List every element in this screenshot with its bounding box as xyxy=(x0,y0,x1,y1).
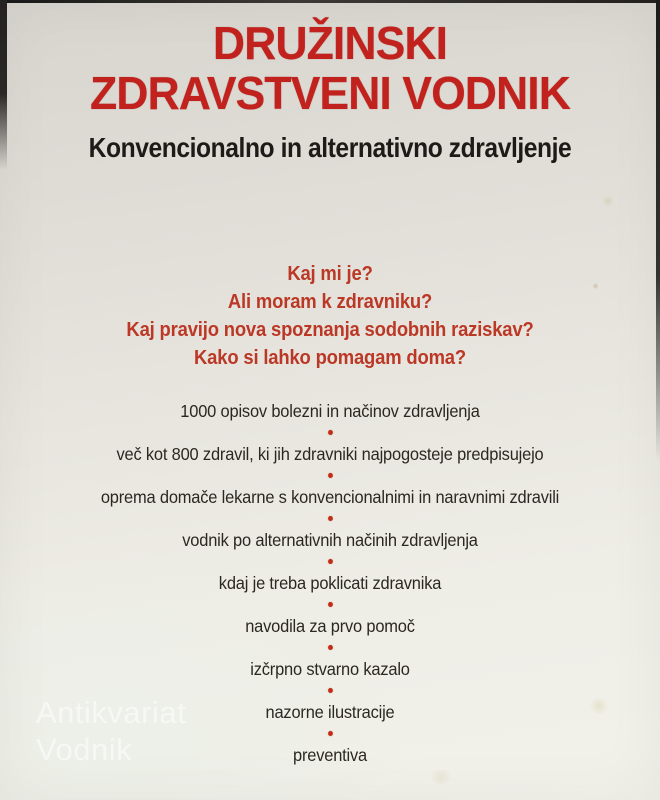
bullet-dot-icon xyxy=(328,688,333,693)
bullet-dot-icon xyxy=(328,430,333,435)
bullet-dot-icon xyxy=(328,473,333,478)
page-title xyxy=(10,18,650,118)
title-line-2: ZDRAVSTVENI VODNIK xyxy=(89,67,570,119)
title-line-1: DRUŽINSKI xyxy=(212,17,448,69)
feature-item: vodnik po alternativnih načinih zdravljenja xyxy=(182,530,478,550)
paper-stain xyxy=(601,196,615,206)
feature-item: navodila za prvo pomoč xyxy=(245,616,415,636)
bullet-dot-icon xyxy=(328,602,333,607)
photo-edge-left xyxy=(0,0,7,170)
subtitle: Konvencionalno in alternativno zdravljenje xyxy=(88,132,572,163)
bullet-dot-icon xyxy=(328,731,333,736)
questions-block xyxy=(33,260,627,372)
feature-item: oprema domače lekarne s konvencionalnimi in naravnimi zdravili xyxy=(100,487,560,507)
question-line: Ali moram k zdravniku? xyxy=(227,290,433,313)
question-line: Kako si lahko pomagam doma? xyxy=(194,346,466,369)
watermark-line-2: Vodnik xyxy=(36,732,133,767)
feature-item: več kot 800 zdravil, ki jih zdravniki najpogosteje predpisujejo xyxy=(116,444,544,464)
feature-item: preventiva xyxy=(292,745,368,765)
bullet-dot-icon xyxy=(328,559,333,564)
feature-item: 1000 opisov bolezni in načinov zdravljenja xyxy=(180,401,480,421)
features-list xyxy=(20,400,640,766)
feature-item: kdaj je treba poklicati zdravnika xyxy=(218,573,442,593)
bullet-dot-icon xyxy=(328,645,333,650)
feature-item: nazorne ilustracije xyxy=(265,702,395,722)
photo-edge-right xyxy=(656,0,660,460)
watermark-line-1: Antikvariat xyxy=(36,695,187,730)
question-line: Kaj mi je? xyxy=(287,262,373,285)
question-line: Kaj pravijo nova spoznanja sodobnih raziskav? xyxy=(126,318,534,341)
paper-stain xyxy=(428,770,454,784)
photo-edge-top xyxy=(0,0,660,3)
feature-item: izčrpno stvarno kazalo xyxy=(250,659,410,679)
bullet-dot-icon xyxy=(328,516,333,521)
